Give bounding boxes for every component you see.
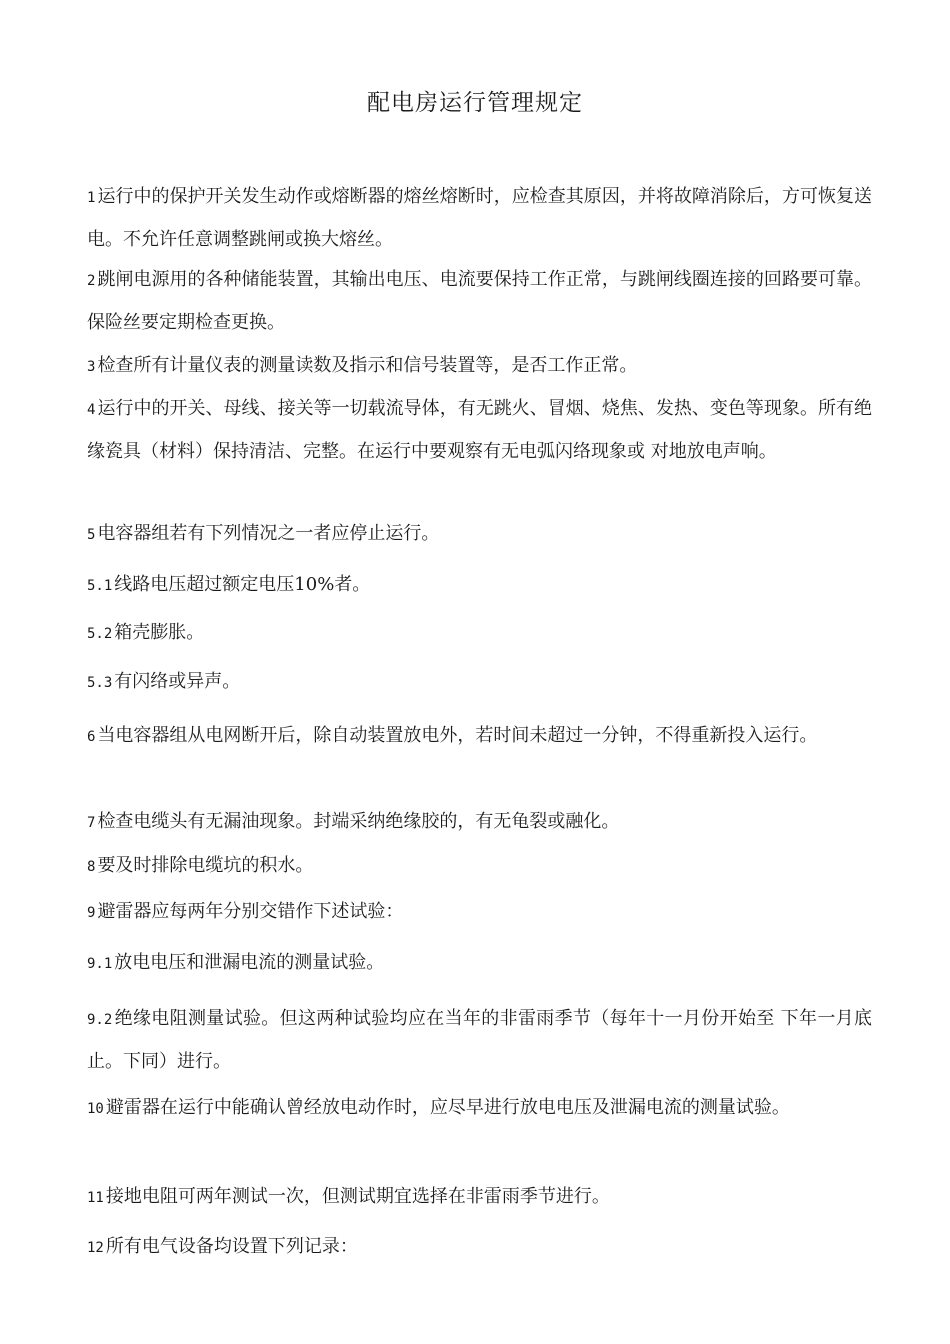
paragraph-5-3	[87, 661, 872, 704]
paragraph-number: 6	[87, 729, 96, 745]
paragraph-7	[87, 801, 872, 844]
paragraph-text: 避雷器在运行中能确认曾经放电动作时，应尽早进行放电电压及泄漏电流的测量试验。	[105, 1097, 790, 1118]
paragraph-number: 5.2	[87, 626, 113, 642]
paragraph-6	[87, 715, 872, 758]
paragraph-number: 3	[87, 359, 96, 375]
paragraph-text: 所有电气设备均设置下列记录：	[105, 1236, 358, 1257]
paragraph-number: 4	[87, 402, 96, 418]
paragraph-text: 当电容器组从电网断开后，除自动装置放电外，若时间未超过一分钟，不得重新投入运行。	[97, 725, 818, 746]
paragraph-number: 9	[87, 905, 96, 921]
paragraph-number: 11	[87, 1190, 104, 1206]
paragraph-number: 5.3	[87, 675, 113, 691]
paragraph-number: 5	[87, 527, 96, 543]
paragraph-11	[87, 1176, 872, 1219]
paragraph-number: 2	[87, 273, 96, 289]
paragraph-number: 9.1	[87, 956, 113, 972]
paragraph-text: 检查电缆头有无漏油现象。封端采纳绝缘胶的，有无龟裂或融化。	[97, 811, 620, 832]
document-title: 配电房运行管理规定	[367, 90, 583, 116]
paragraph-text: 线路电压超过额定电压10%者。	[114, 574, 371, 595]
paragraph-9	[87, 891, 872, 934]
paragraph-number: 1	[87, 190, 96, 206]
paragraph-text: 避雷器应每两年分别交错作下述试验：	[97, 901, 404, 922]
paragraph-text: 运行中的开关、母线、接关等一切载流导体，有无跳火、冒烟、烧焦、发热、变色等现象。所有绝缘瓷具（材料）保持清洁、完整。在运行中要观察有无电弧闪络现象或 对地放电声响。	[87, 398, 872, 462]
paragraph-number: 8	[87, 859, 96, 875]
paragraph-number: 7	[87, 815, 96, 831]
paragraph-number: 9.2	[87, 1012, 113, 1028]
paragraph-text: 接地电阻可两年测试一次，但测试期宜选择在非雷雨季节进行。	[105, 1186, 610, 1207]
paragraph-text: 绝缘电阻测量试验。但这两种试验均应在当年的非雷雨季节（每年十一月份开始至 下年一月底止。下同）进行。	[87, 1008, 872, 1072]
paragraph-2	[87, 259, 872, 343]
paragraph-10	[87, 1087, 872, 1130]
paragraph-5	[87, 513, 872, 556]
paragraph-4	[87, 388, 872, 472]
paragraph-text: 有闪络或异声。	[114, 671, 241, 692]
paragraph-9-2	[87, 998, 872, 1082]
paragraph-text: 跳闸电源用的各种储能装置，其输出电压、电流要保持工作正常，与跳闸线圈连接的回路要可靠。保险丝要定期检查更换。	[87, 269, 872, 333]
paragraph-number: 5.1	[87, 578, 113, 594]
paragraph-number: 12	[87, 1240, 104, 1256]
paragraph-9-1	[87, 942, 872, 985]
paragraph-text: 检查所有计量仪表的测量读数及指示和信号装置等，是否工作正常。	[97, 355, 638, 376]
paragraph-8	[87, 845, 872, 888]
paragraph-text: 电容器组若有下列情况之一者应停止运行。	[97, 523, 440, 544]
paragraph-number: 10	[87, 1101, 104, 1117]
paragraph-text: 运行中的保护开关发生动作或熔断器的熔丝熔断时，应检查其原因，并将故障消除后，方可恢复送电。不允许任意调整跳闸或换大熔丝。	[87, 186, 872, 250]
paragraph-12	[87, 1226, 872, 1269]
paragraph-5-2	[87, 612, 872, 655]
paragraph-3	[87, 345, 872, 388]
paragraph-5-1	[87, 564, 872, 607]
paragraph-text: 放电电压和泄漏电流的测量试验。	[114, 952, 385, 973]
paragraph-text: 要及时排除电缆坑的积水。	[97, 855, 314, 876]
paragraph-1	[87, 176, 872, 260]
paragraph-text: 箱壳膨胀。	[114, 622, 205, 643]
